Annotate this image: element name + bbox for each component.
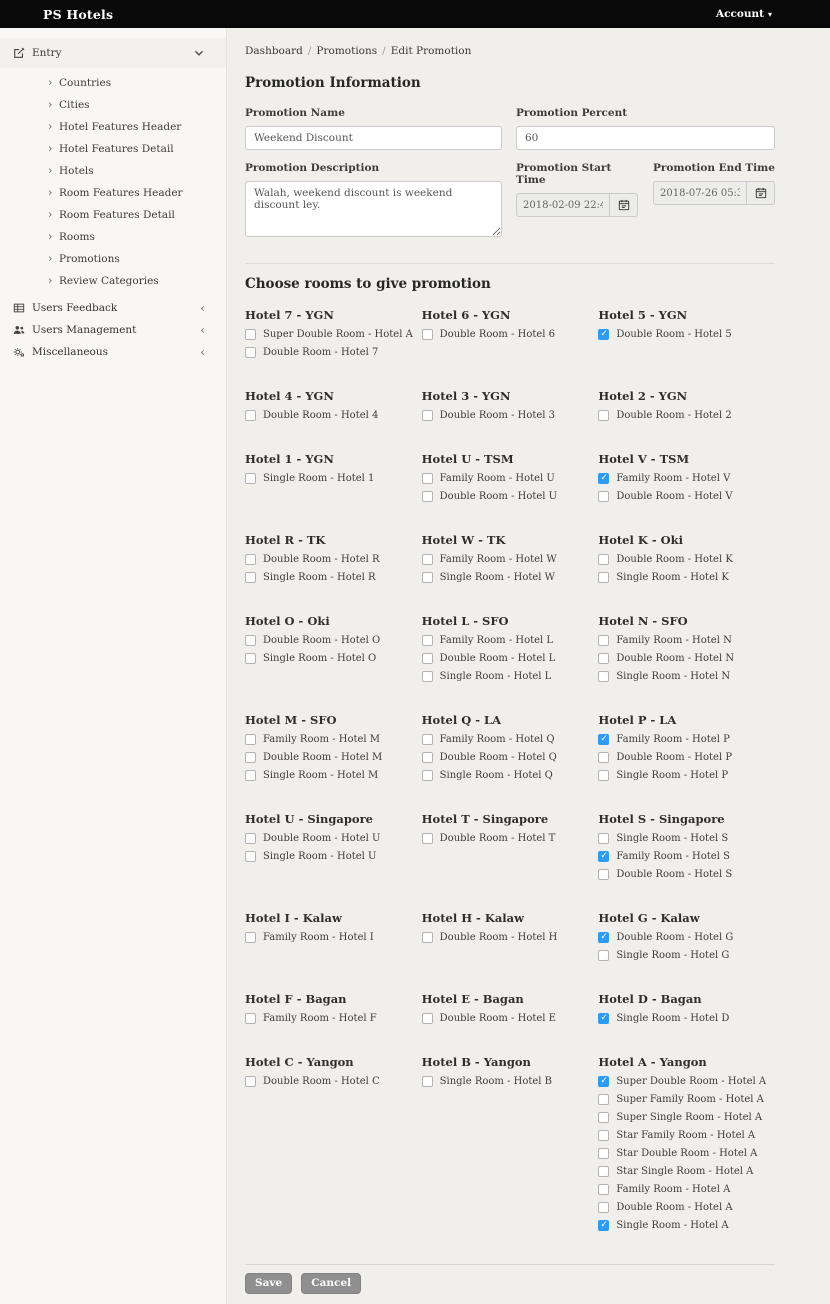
room-checkbox[interactable]: [598, 473, 609, 484]
room-row-double-room-hotel-7[interactable]: Double Room - Hotel 7: [245, 347, 422, 358]
room-row-double-room-hotel-c[interactable]: Double Room - Hotel C: [245, 1076, 422, 1087]
caret-down-icon: ▾: [767, 9, 772, 19]
room-checkbox[interactable]: [422, 329, 433, 340]
hotel-group-hotel-n-sfo: [598, 614, 775, 689]
room-checkbox[interactable]: [598, 1166, 609, 1177]
sidebar: [0, 28, 227, 1304]
sidebar-item-promotions[interactable]: › Promotions: [48, 252, 120, 265]
hotel-group-hotel-b-yangon: [422, 1055, 599, 1238]
hotel-group-hotel-u-singapore: [245, 812, 422, 887]
promotion-right-col: [516, 107, 775, 241]
entry-submenu: [0, 72, 226, 292]
room-checkbox[interactable]: [245, 752, 256, 763]
room-row-double-room-hotel-h[interactable]: Double Room - Hotel H: [422, 932, 599, 943]
hotel-group-title: Hotel 4 - YGN: [245, 389, 334, 403]
angle-right-icon: ›: [48, 120, 53, 133]
angle-left-icon: ‹: [200, 323, 205, 337]
hotel-group-title: Hotel U - TSM: [421, 452, 514, 466]
room-row-double-room-hotel-5[interactable]: ✓ Double Room - Hotel 5: [598, 329, 775, 340]
room-checkbox[interactable]: [422, 635, 433, 646]
hotel-group-hotel-g-kalaw: [598, 911, 775, 968]
angle-left-icon: ‹: [200, 301, 205, 315]
promotion-name-label: Promotion Name: [245, 107, 345, 119]
sidebar-item-rooms[interactable]: › Rooms: [48, 230, 95, 243]
hotel-group-title: Hotel 6 - YGN: [421, 308, 511, 322]
hotel-group-hotel-e-bagan: [422, 992, 599, 1031]
hotel-group-hotel-c-yangon: [245, 1055, 422, 1238]
save-button[interactable]: Save: [245, 1273, 292, 1294]
room-checkbox[interactable]: [422, 491, 433, 502]
hotel-group-hotel-d-bagan: [598, 992, 775, 1031]
hotel-group-hotel-t-singapore: [422, 812, 599, 887]
room-row-single-room-hotel-u[interactable]: Single Room - Hotel U: [245, 851, 422, 862]
breadcrumb-separator: /: [382, 45, 386, 57]
end-time-label: Promotion End Time: [653, 162, 775, 174]
sidebar-item-entry[interactable]: [0, 38, 226, 68]
angle-right-icon: ›: [48, 274, 53, 287]
sidebar-item-miscellaneous[interactable]: Miscellaneous ‹: [0, 342, 226, 362]
hotel-group-title: Hotel 1 - YGN: [245, 452, 334, 466]
end-time-calendar-button[interactable]: [747, 181, 775, 205]
room-row-double-room-hotel-2[interactable]: Double Room - Hotel 2: [598, 410, 775, 421]
room-checkbox[interactable]: [245, 473, 256, 484]
hotel-group-hotel-2-ygn: [598, 389, 775, 428]
promotion-description-label: Promotion Description: [245, 162, 380, 174]
room-checkbox[interactable]: [245, 572, 256, 583]
room-checkbox[interactable]: [598, 671, 609, 682]
room-checkbox[interactable]: [598, 932, 609, 943]
room-row-star-double-room-hotel-a[interactable]: Star Double Room - Hotel A: [598, 1148, 775, 1159]
room-checkbox[interactable]: [245, 770, 256, 781]
room-checkbox[interactable]: [598, 1094, 609, 1105]
hotel-group-title: Hotel K - Oki: [598, 533, 683, 547]
hotel-group-title: Hotel P - LA: [598, 713, 677, 727]
room-row-double-room-hotel-q[interactable]: Double Room - Hotel Q: [422, 752, 599, 763]
promotion-name-group: [245, 107, 502, 241]
room-row-family-room-hotel-l[interactable]: Family Room - Hotel L: [422, 635, 599, 646]
section-divider: [245, 263, 775, 264]
room-checkbox[interactable]: [245, 554, 256, 565]
hotel-group-title: Hotel I - Kalaw: [245, 911, 342, 925]
hotel-group-title: Hotel V - TSM: [598, 452, 690, 466]
room-checkbox[interactable]: [598, 1184, 609, 1195]
room-row-single-room-hotel-a[interactable]: ✓ Single Room - Hotel A: [598, 1220, 775, 1231]
hotel-group-title: Hotel W - TK: [421, 533, 506, 547]
room-checkbox[interactable]: [598, 770, 609, 781]
angle-right-icon: ›: [48, 98, 53, 111]
room-checkbox[interactable]: [598, 869, 609, 880]
end-time-group: [653, 162, 775, 217]
breadcrumb-dashboard[interactable]: Dashboard: [245, 45, 303, 57]
room-checkbox[interactable]: [598, 833, 609, 844]
room-checkbox[interactable]: [598, 734, 609, 745]
room-row-star-family-room-hotel-a[interactable]: Star Family Room - Hotel A: [598, 1130, 775, 1141]
room-row-single-room-hotel-k[interactable]: Single Room - Hotel K: [598, 572, 775, 583]
hotel-group-title: Hotel D - Bagan: [598, 992, 702, 1006]
room-checkbox[interactable]: [598, 950, 609, 961]
hotel-group-title: Hotel 3 - YGN: [421, 389, 511, 403]
room-checkbox[interactable]: [598, 635, 609, 646]
room-checkbox[interactable]: [422, 554, 433, 565]
hotel-group-hotel-l-sfo: [422, 614, 599, 689]
room-row-double-room-hotel-n[interactable]: Double Room - Hotel N: [598, 653, 775, 664]
form-actions: [245, 1271, 775, 1294]
angle-right-icon: ›: [48, 252, 53, 265]
hotel-group-title: Hotel L - SFO: [421, 614, 509, 628]
hotel-group-hotel-p-la: [598, 713, 775, 788]
room-checkbox[interactable]: [422, 752, 433, 763]
top-navbar: [0, 0, 830, 28]
room-row-single-room-hotel-m[interactable]: Single Room - Hotel M: [245, 770, 422, 781]
end-time-input-group: [653, 181, 775, 205]
page-title: Promotion Information: [245, 75, 421, 91]
room-checkbox[interactable]: [598, 851, 609, 862]
room-checkbox[interactable]: [422, 770, 433, 781]
hotel-group-title: Hotel A - Yangon: [598, 1055, 707, 1069]
angle-right-icon: ›: [48, 142, 53, 155]
pencil-square-icon: [13, 47, 25, 59]
room-row-double-room-hotel-g[interactable]: ✓ Double Room - Hotel G: [598, 932, 775, 943]
room-checkbox[interactable]: [598, 1202, 609, 1213]
room-checkbox[interactable]: [245, 410, 256, 421]
room-row-super-single-room-hotel-a[interactable]: Super Single Room - Hotel A: [598, 1112, 775, 1123]
hotel-group-hotel-r-tk: [245, 533, 422, 590]
room-row-double-room-hotel-p[interactable]: Double Room - Hotel P: [598, 752, 775, 763]
hotel-group-hotel-f-bagan: [245, 992, 422, 1031]
hotel-group-hotel-h-kalaw: [422, 911, 599, 968]
sidebar-item-room-features-detail[interactable]: › Room Features Detail: [48, 208, 175, 221]
promotion-percent-label: Promotion Percent: [516, 107, 628, 119]
room-row-double-room-hotel-t[interactable]: Double Room - Hotel T: [422, 833, 599, 844]
hotel-group-hotel-1-ygn: [245, 452, 422, 509]
room-checkbox[interactable]: [598, 572, 609, 583]
hotel-group-hotel-k-oki: [598, 533, 775, 590]
room-checkbox[interactable]: [422, 410, 433, 421]
sidebar-item-review-categories[interactable]: › Review Categories: [48, 274, 159, 287]
angle-right-icon: ›: [48, 230, 53, 243]
room-checkbox[interactable]: [245, 347, 256, 358]
actions-divider: [245, 1264, 775, 1265]
sidebar-item-label: Entry: [32, 47, 62, 59]
table-icon: [13, 302, 25, 314]
room-row-family-room-hotel-q[interactable]: Family Room - Hotel Q: [422, 734, 599, 745]
calendar-icon: [618, 199, 630, 211]
room-row-double-room-hotel-r[interactable]: Double Room - Hotel R: [245, 554, 422, 565]
dates-row: [516, 162, 775, 217]
users-icon: [13, 324, 25, 336]
room-row-family-room-hotel-m[interactable]: Family Room - Hotel M: [245, 734, 422, 745]
room-checkbox[interactable]: [422, 734, 433, 745]
hotel-group-title: Hotel M - SFO: [245, 713, 337, 727]
room-row-single-room-hotel-q[interactable]: Single Room - Hotel Q: [422, 770, 599, 781]
room-checkbox[interactable]: [245, 851, 256, 862]
room-row-double-room-hotel-l[interactable]: Double Room - Hotel L: [422, 653, 599, 664]
room-row-single-room-hotel-n[interactable]: Single Room - Hotel N: [598, 671, 775, 682]
breadcrumb-separator: /: [307, 45, 312, 57]
hotel-group-hotel-w-tk: [422, 533, 599, 590]
room-checkbox[interactable]: [598, 554, 609, 565]
room-row-family-room-hotel-u[interactable]: Family Room - Hotel U: [422, 473, 599, 484]
room-row-family-room-hotel-f[interactable]: Family Room - Hotel F: [245, 1013, 422, 1024]
hotel-group-hotel-q-la: [422, 713, 599, 788]
angle-right-icon: ›: [48, 208, 53, 221]
angle-right-icon: ›: [48, 76, 53, 89]
room-checkbox[interactable]: [422, 1076, 433, 1087]
room-row-star-single-room-hotel-a[interactable]: Star Single Room - Hotel A: [598, 1166, 775, 1177]
sidebar-item-room-features-header[interactable]: › Room Features Header: [48, 186, 183, 199]
hotel-group-hotel-v-tsm: [598, 452, 775, 509]
hotel-group-hotel-7-ygn: [245, 308, 422, 365]
sidebar-item-cities[interactable]: › Cities: [48, 98, 90, 111]
room-checkbox[interactable]: [598, 491, 609, 502]
room-checkbox[interactable]: [245, 635, 256, 646]
sidebar-item-hotels[interactable]: › Hotels: [48, 164, 94, 177]
hotel-group-title: Hotel N - SFO: [598, 614, 688, 628]
breadcrumb: [245, 45, 775, 57]
room-checkbox[interactable]: [598, 1013, 609, 1024]
room-row-double-room-hotel-o[interactable]: Double Room - Hotel O: [245, 635, 422, 646]
room-checkbox[interactable]: [598, 1220, 609, 1231]
room-checkbox[interactable]: [422, 473, 433, 484]
room-row-single-room-hotel-l[interactable]: Single Room - Hotel L: [422, 671, 599, 682]
room-row-family-room-hotel-w[interactable]: Family Room - Hotel W: [422, 554, 599, 565]
start-time-input[interactable]: [516, 193, 610, 217]
room-checkbox[interactable]: [245, 329, 256, 340]
room-row-single-room-hotel-o[interactable]: Single Room - Hotel O: [245, 653, 422, 664]
hotel-group-hotel-m-sfo: [245, 713, 422, 788]
hotel-group-title: Hotel G - Kalaw: [598, 911, 700, 925]
hotel-group-hotel-4-ygn: [245, 389, 422, 428]
room-checkbox[interactable]: [598, 329, 609, 340]
hotel-group-title: Hotel B - Yangon: [421, 1055, 531, 1069]
room-checkbox[interactable]: [245, 653, 256, 664]
room-checkbox[interactable]: [422, 932, 433, 943]
sidebar-sections: [0, 298, 226, 362]
calendar-icon: [755, 187, 767, 199]
room-checkbox[interactable]: [598, 653, 609, 664]
room-row-double-room-hotel-6[interactable]: Double Room - Hotel 6: [422, 329, 599, 340]
room-row-double-room-hotel-k[interactable]: Double Room - Hotel K: [598, 554, 775, 565]
hotel-group-title: Hotel H - Kalaw: [421, 911, 525, 925]
sidebar-item-hotel-features-header[interactable]: › Hotel Features Header: [48, 120, 182, 133]
breadcrumb-edit-promotion: Edit Promotion: [390, 45, 472, 57]
room-row-double-room-hotel-e[interactable]: Double Room - Hotel E: [422, 1013, 599, 1024]
hotel-group-title: Hotel E - Bagan: [421, 992, 524, 1006]
sidebar-item-users-management[interactable]: Users Management ‹: [0, 320, 226, 340]
hotel-group-hotel-i-kalaw: [245, 911, 422, 968]
room-checkbox[interactable]: [598, 752, 609, 763]
cogs-icon: [13, 346, 25, 358]
room-checkbox[interactable]: [245, 1076, 256, 1087]
angle-right-icon: ›: [48, 186, 53, 199]
room-row-single-room-hotel-s[interactable]: Single Room - Hotel S: [598, 833, 775, 844]
main-content: [227, 28, 830, 1304]
hotel-group-title: Hotel Q - LA: [421, 713, 501, 727]
hotel-group-hotel-6-ygn: [422, 308, 599, 365]
room-row-double-room-hotel-s[interactable]: Double Room - Hotel S: [598, 869, 775, 880]
room-checkbox[interactable]: [422, 572, 433, 583]
promotion-form: [245, 107, 775, 241]
room-checkbox[interactable]: [422, 1013, 433, 1024]
hotel-group-title: Hotel R - TK: [245, 533, 326, 547]
room-row-double-room-hotel-v[interactable]: Double Room - Hotel V: [598, 491, 775, 502]
room-row-double-room-hotel-a[interactable]: Double Room - Hotel A: [598, 1202, 775, 1213]
room-row-double-room-hotel-4[interactable]: Double Room - Hotel 4: [245, 410, 422, 421]
rooms-section-title: Choose rooms to give promotion: [245, 276, 491, 292]
hotel-group-hotel-a-yangon: [598, 1055, 775, 1238]
room-checkbox[interactable]: [245, 932, 256, 943]
room-row-super-family-room-hotel-a[interactable]: Super Family Room - Hotel A: [598, 1094, 775, 1105]
sidebar-item-users-feedback[interactable]: Users Feedback ‹: [0, 298, 226, 318]
chevron-down-icon: [193, 47, 205, 59]
room-row-family-room-hotel-p[interactable]: ✓ Family Room - Hotel P: [598, 734, 775, 745]
room-row-family-room-hotel-v[interactable]: ✓ Family Room - Hotel V: [598, 473, 775, 484]
hotel-group-title: Hotel F - Bagan: [245, 992, 347, 1006]
room-row-single-room-hotel-g[interactable]: Single Room - Hotel G: [598, 950, 775, 961]
room-checkbox[interactable]: [422, 833, 433, 844]
room-checkbox[interactable]: [245, 833, 256, 844]
room-row-single-room-hotel-1[interactable]: Single Room - Hotel 1: [245, 473, 422, 484]
hotel-group-title: Hotel 7 - YGN: [245, 308, 334, 322]
hotel-group-title: Hotel 5 - YGN: [598, 308, 688, 322]
hotel-group-hotel-5-ygn: [598, 308, 775, 365]
rooms-grid: [245, 308, 775, 1238]
room-checkbox[interactable]: [598, 1148, 609, 1159]
cancel-button[interactable]: Cancel: [301, 1273, 361, 1294]
hotel-group-title: Hotel T - Singapore: [421, 812, 549, 826]
hotel-group-title: Hotel C - Yangon: [245, 1055, 354, 1069]
room-row-family-room-hotel-a[interactable]: Family Room - Hotel A: [598, 1184, 775, 1195]
hotel-group-hotel-u-tsm: [422, 452, 599, 509]
promotion-name-input[interactable]: [245, 126, 502, 150]
hotel-group-hotel-o-oki: [245, 614, 422, 689]
account-label: Account: [715, 8, 764, 20]
page-wrapper: [0, 28, 830, 1304]
room-row-super-double-room-hotel-a[interactable]: Super Double Room - Hotel A: [245, 329, 422, 340]
room-row-single-room-hotel-r[interactable]: Single Room - Hotel R: [245, 572, 422, 583]
room-row-single-room-hotel-b[interactable]: Single Room - Hotel B: [422, 1076, 599, 1087]
start-time-group: [516, 162, 638, 217]
room-row-single-room-hotel-p[interactable]: Single Room - Hotel P: [598, 770, 775, 781]
room-checkbox[interactable]: [422, 671, 433, 682]
angle-right-icon: ›: [48, 164, 53, 177]
breadcrumb-promotions[interactable]: Promotions: [316, 45, 378, 57]
end-time-input[interactable]: [653, 181, 747, 205]
hotel-group-hotel-3-ygn: [422, 389, 599, 428]
room-row-double-room-hotel-3[interactable]: Double Room - Hotel 3: [422, 410, 599, 421]
room-checkbox[interactable]: [245, 1013, 256, 1024]
angle-left-icon: ‹: [200, 345, 205, 359]
hotel-group-title: Hotel U - Singapore: [245, 812, 373, 826]
room-row-family-room-hotel-n[interactable]: Family Room - Hotel N: [598, 635, 775, 646]
promotion-description-textarea[interactable]: [245, 181, 502, 237]
start-time-input-group: [516, 193, 638, 217]
room-row-double-room-hotel-u[interactable]: Double Room - Hotel U: [422, 491, 599, 502]
room-row-family-room-hotel-i[interactable]: Family Room - Hotel I: [245, 932, 422, 943]
room-row-super-double-room-hotel-a[interactable]: ✓ Super Double Room - Hotel A: [598, 1076, 775, 1087]
hotel-group-title: Hotel O - Oki: [245, 614, 330, 628]
room-row-double-room-hotel-u[interactable]: Double Room - Hotel U: [245, 833, 422, 844]
account-menu[interactable]: [716, 8, 772, 20]
room-checkbox[interactable]: [598, 1112, 609, 1123]
room-row-family-room-hotel-s[interactable]: ✓ Family Room - Hotel S: [598, 851, 775, 862]
hotel-group-hotel-s-singapore: [598, 812, 775, 887]
room-row-double-room-hotel-m[interactable]: Double Room - Hotel M: [245, 752, 422, 763]
hotel-group-title: Hotel 2 - YGN: [598, 389, 688, 403]
room-checkbox[interactable]: [422, 653, 433, 664]
room-row-single-room-hotel-w[interactable]: Single Room - Hotel W: [422, 572, 599, 583]
sidebar-item-countries[interactable]: › Countries: [48, 76, 112, 89]
start-time-label: Promotion Start Time: [516, 162, 612, 186]
hotel-group-title: Hotel S - Singapore: [598, 812, 725, 826]
sidebar-item-hotel-features-detail[interactable]: › Hotel Features Detail: [48, 142, 174, 155]
room-checkbox[interactable]: [598, 1130, 609, 1141]
room-row-single-room-hotel-d[interactable]: ✓ Single Room - Hotel D: [598, 1013, 775, 1024]
room-checkbox[interactable]: [598, 1076, 609, 1087]
brand-title[interactable]: PS Hotels: [43, 6, 114, 22]
promotion-percent-input[interactable]: [516, 126, 775, 150]
room-checkbox[interactable]: [245, 734, 256, 745]
start-time-calendar-button[interactable]: [610, 193, 638, 217]
room-checkbox[interactable]: [598, 410, 609, 421]
